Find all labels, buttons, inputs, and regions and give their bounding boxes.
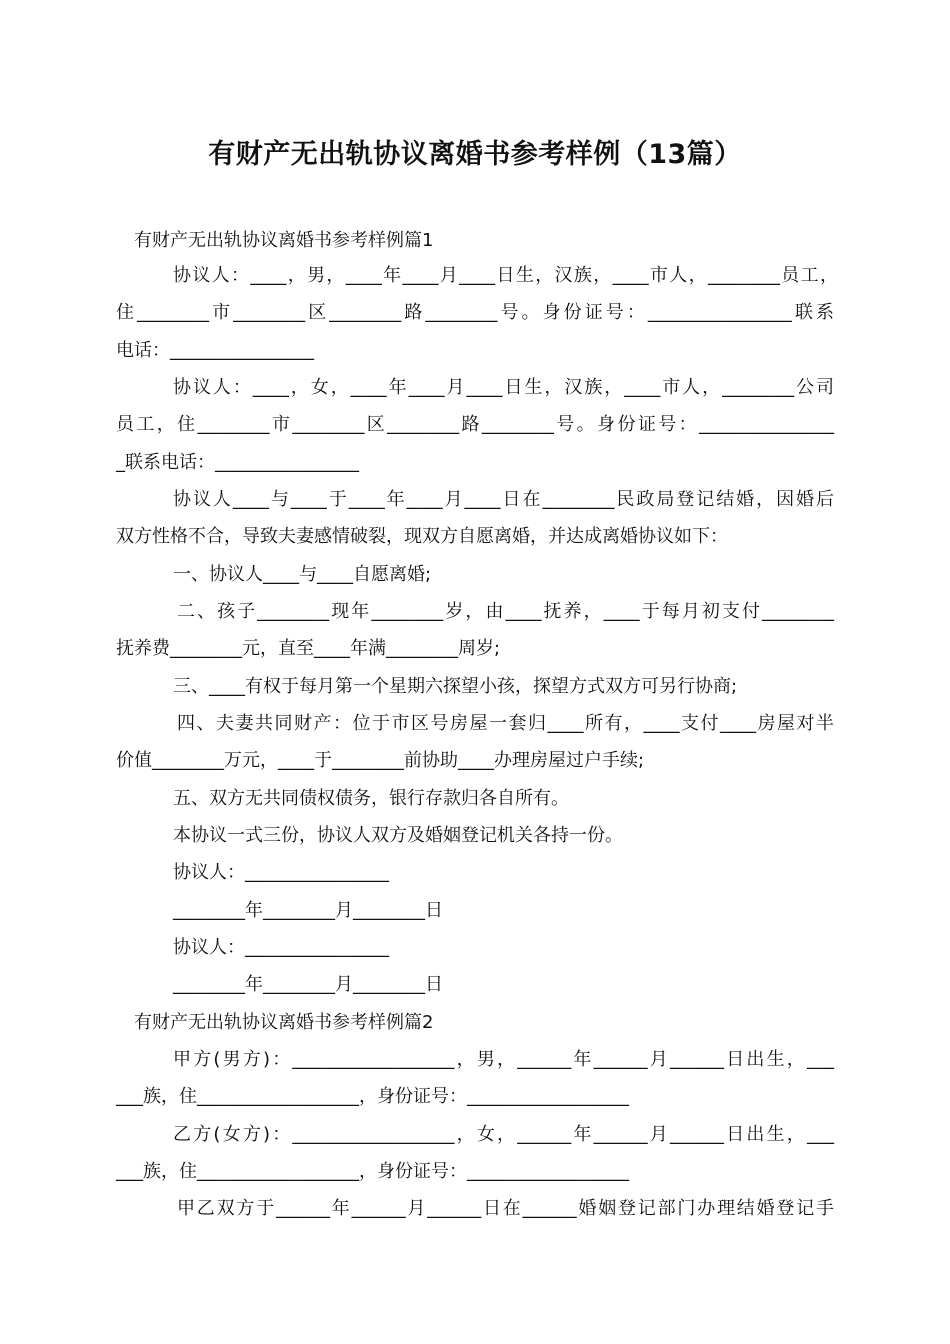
date-line: ________年________月________日 [173, 974, 443, 995]
clause-line: 抚养费________元，直至____年满________周岁; [116, 638, 501, 659]
paragraph-line: _联系电话：________________ [116, 452, 359, 473]
date-line: ________年________月________日 [173, 900, 443, 921]
paragraph-line: 住________市________区________路________号。身份证号：________________联系 [116, 302, 834, 323]
section-heading-2: 有财产无出轨协议离婚书参考样例篇2 [134, 1012, 434, 1033]
paragraph-line: 甲方(男方)：__________________，男，______年______月______日出生，___ [173, 1049, 834, 1070]
paragraph-line: 甲乙双方于______年______月______日在______婚姻登记部门办理结婚登记手 [177, 1198, 834, 1219]
paragraph-line: 协议人____与____于____年____月____日在________民政局登记结婚，因婚后 [173, 489, 834, 510]
paragraph-line: 乙方(女方)：__________________，女，______年______月______日出生，___ [173, 1124, 834, 1145]
paragraph-line: 本协议一式三份，协议人双方及婚姻登记机关各持一份。 [173, 825, 623, 846]
section-heading-1: 有财产无出轨协议离婚书参考样例篇1 [134, 230, 434, 251]
paragraph-line: ___族，住__________________，身份证号：__________________ [116, 1086, 629, 1107]
paragraph-line: 协议人：____，女，____年____月____日生，汉族，____市人，________公司 [173, 377, 834, 398]
clause-line: 二、孩子________现年________岁，由____抚养，____于每月初支付________ [177, 601, 834, 622]
paragraph-line: 协议人：____，男，____年____月____日生，汉族，____市人，________员工， [173, 265, 838, 286]
paragraph-line: 员工，住________市________区________路________号。身份证号：_______________ [116, 414, 834, 435]
document-title: 有财产无出轨协议离婚书参考样例（13篇） [208, 139, 742, 170]
signature-line: 协议人：________________ [173, 937, 389, 958]
clause-line: 五、双方无共同债权债务，银行存款归各自所有。 [173, 788, 569, 809]
signature-line: 协议人：________________ [173, 862, 389, 883]
clause-line: 四、夫妻共同财产：位于市区号房屋一套归____所有，____支付____房屋对半 [177, 713, 834, 734]
clause-line: 一、协议人____与____自愿离婚; [173, 564, 432, 585]
paragraph-line: 双方性格不合，导致夫妻感情破裂，现双方自愿离婚，并达成离婚协议如下： [116, 526, 728, 547]
clause-line: 三、____有权于每月第一个星期六探望小孩，探望方式双方可另行协商; [173, 676, 738, 697]
paragraph-line: ___族，住__________________，身份证号：__________________ [116, 1161, 629, 1182]
paragraph-line: 电话：________________ [116, 340, 314, 361]
clause-line: 价值________万元，____于________前协助____办理房屋过户手续; [116, 750, 645, 771]
